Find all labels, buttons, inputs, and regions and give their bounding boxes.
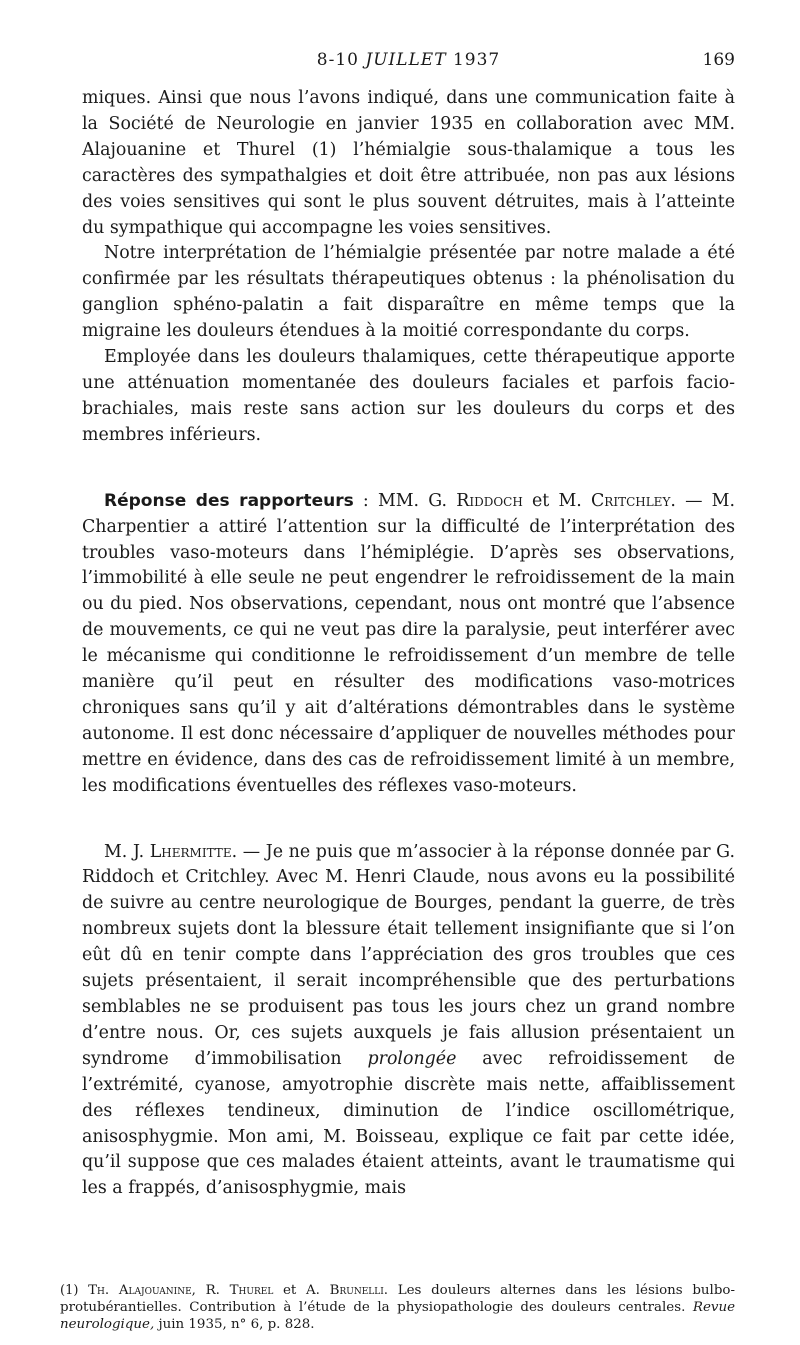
page-header [82, 50, 735, 74]
reponse-heading: Réponse des rapporteurs [104, 490, 354, 511]
section-gap [82, 800, 735, 840]
footnote-marker: (1) [60, 1283, 79, 1298]
lhermitte-paragraph [82, 840, 735, 1203]
lhermitte-prefix: M. J. [104, 841, 150, 862]
footnote-and: et [273, 1283, 306, 1298]
reponse-colon: : [353, 490, 378, 511]
footnote-authors-2: A. Brunelli [306, 1283, 384, 1298]
author-riddoch: Riddoch [456, 490, 523, 511]
page-number: 169 [702, 50, 735, 70]
footnote-authors-1: Th. Alajouanine, R. Thurel [78, 1283, 274, 1298]
running-head [82, 50, 735, 70]
footnote [60, 1282, 735, 1333]
author-critchley: Critchley [590, 490, 671, 511]
footnote-text: . Les douleurs alternes dans les lésions bulbo-protubérantielles. Contribution à l’étude de la physiopathologie des douleurs centrales. [60, 1283, 735, 1315]
footnote-citation: juin 1935, n° 6, p. 828. [154, 1317, 315, 1332]
paragraph-1: miques. Ainsi que nous l’avons indiqué, dans une communication faite à la Société de Neurologie en janvier 1935 en collaboration avec MM. Alajouanine et Thurel (1) l’hémialgie sous-thalamique a tous les caractères des sympathalgies et doit être attribuée, non pas aux lésions des voies sensitives qui sont le plus souvent détruites, mais à l’atteinte du sympathique qui accompagne les voies sensitives. [82, 88, 735, 238]
reponse-and: et M. [522, 490, 591, 511]
running-head-date: 8-10 [316, 50, 359, 70]
reponse-text: . — M. Charpentier a attiré l’attention sur la difficulté de l’interprétation des troubles vaso-moteurs dans l’hémiplégie. D’après ses observations, l’immobilité à elle seule ne peut engendrer le refroidissement de la main ou du pied. Nos observations, cependant, nous ont montré que l’absence de mouvements, ce qui ne veut pas dire la paralysie, peut interférer avec le mécanisme qui conditionne le refroidissement d’un membre de telle manière qu’il peut en résulter des modifications vaso-motrices chroniques sans qu’il y ait d’altérations démontrables dans le système autonome. Il est donc nécessaire d’appliquer de nouvelles méthodes pour mettre en évidence, dans des cas de refroidissement limité à un membre, les modifications éventuelles des réflexes vaso-moteurs. [82, 490, 735, 796]
author-lhermitte: Lhermitte [149, 841, 232, 862]
footnote-journal: Revue neurologique, [60, 1300, 735, 1332]
lhermitte-text-1: . — Je ne puis que m’associer à la réponse donnée par G. Riddoch et Critchley. Avec M. Henri Claude, nous avons eu la possibilité de suivre au centre neurologique de Bourges, pendant la guerre, de très nombreux sujets dont la blessure était tellement insignifiante que si l’on eût dû en tenir compte dans l’appréciation des gros troubles que ces sujets présentaient, il serait incompréhensible que des perturbations semblables ne se produisent pas tous les jours chez un grand nombre d’entre nous. Or, ces sujets auxquels je fais allusion présentaient un syndrome d’immobilisation [82, 841, 735, 1069]
reponse-authors-prefix: MM. G. [377, 490, 457, 511]
section-gap [82, 449, 735, 489]
italic-prolongee: prolongée [367, 1048, 457, 1069]
running-head-month: JUILLET [365, 50, 447, 70]
reponse-paragraph [82, 489, 735, 800]
lhermitte-text-2: avec refroidissement de l’extrémité, cyanose, amyotrophie discrète mais nette, affaiblissement des réflexes tendineux, diminution de l’indice oscillométrique, anisosphygmie. Mon ami, M. Boisseau, explique ce fait par cette idée, qu’il suppose que ces malades étaient atteints, avant le traumatisme qui les a frappés, d’anisosphygmie, mais [82, 1048, 735, 1199]
article-body [82, 86, 735, 1202]
running-head-year: 1937 [452, 50, 501, 70]
paragraph-2: Notre interprétation de l’hémialgie présentée par notre malade a été confirmée par les résultats thérapeutiques obtenus : la phénolisation du ganglion sphéno-palatin a fait disparaître en même temps que la migraine les douleurs étendues à la moitié correspondante du corps. [82, 243, 735, 342]
paragraph-3: Employée dans les douleurs thalamiques, cette thérapeutique apporte une atténuation momentanée des douleurs faciales et parfois facio-brachiales, mais reste sans action sur les douleurs du corps et des membres inférieurs. [82, 347, 735, 445]
